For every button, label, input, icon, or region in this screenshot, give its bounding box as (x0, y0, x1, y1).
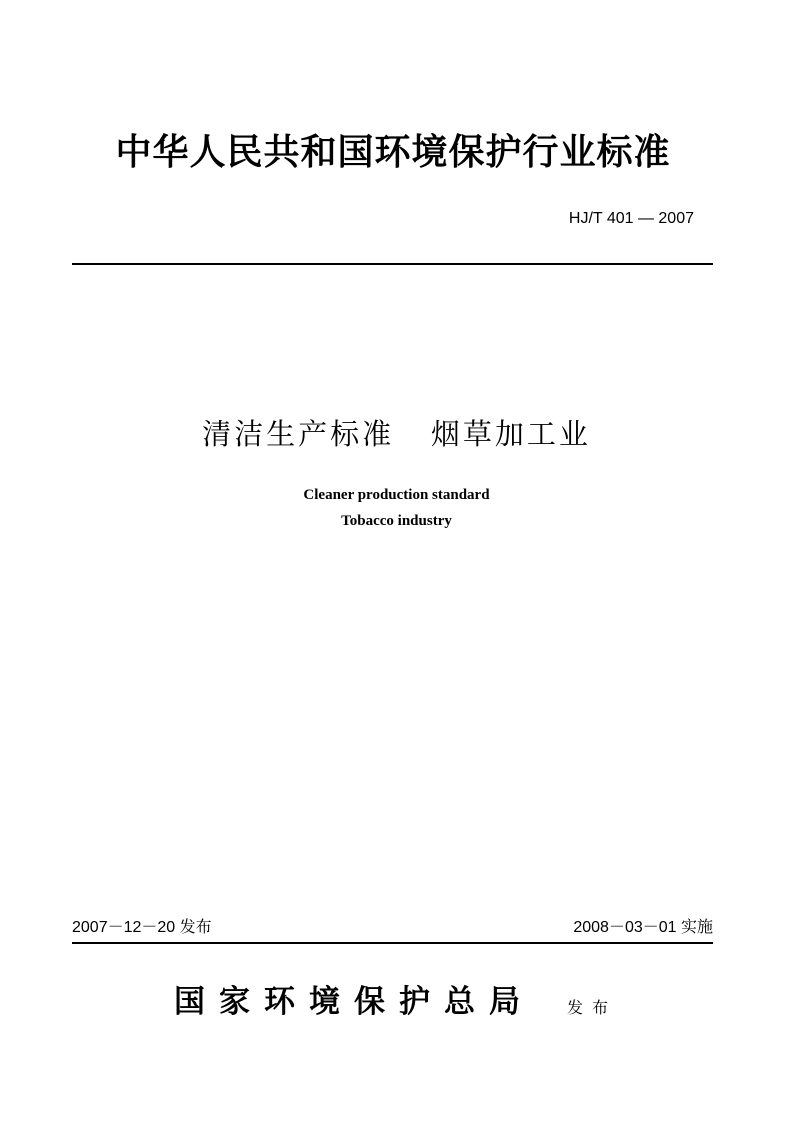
header-divider (72, 263, 713, 265)
issuing-authority-suffix: 发布 (567, 998, 618, 1017)
document-title-en-line2: Tobacco industry (341, 513, 452, 529)
footer-divider (72, 942, 713, 944)
issuing-authority: 国家环境保护总局 (174, 984, 534, 1020)
standard-code: HJ/T 401 — 2007 (568, 210, 694, 227)
document-title-cn: 清洁生产标准 烟草加工业 (202, 417, 591, 451)
standard-category-title: 中华人民共和国环境保护行业标准 (115, 132, 671, 173)
issue-date: 2007－12－20 发布 (72, 919, 212, 936)
implementation-date: 2008－03－01 实施 (573, 919, 713, 936)
document-title-en-line1: Cleaner production standard (303, 487, 490, 503)
